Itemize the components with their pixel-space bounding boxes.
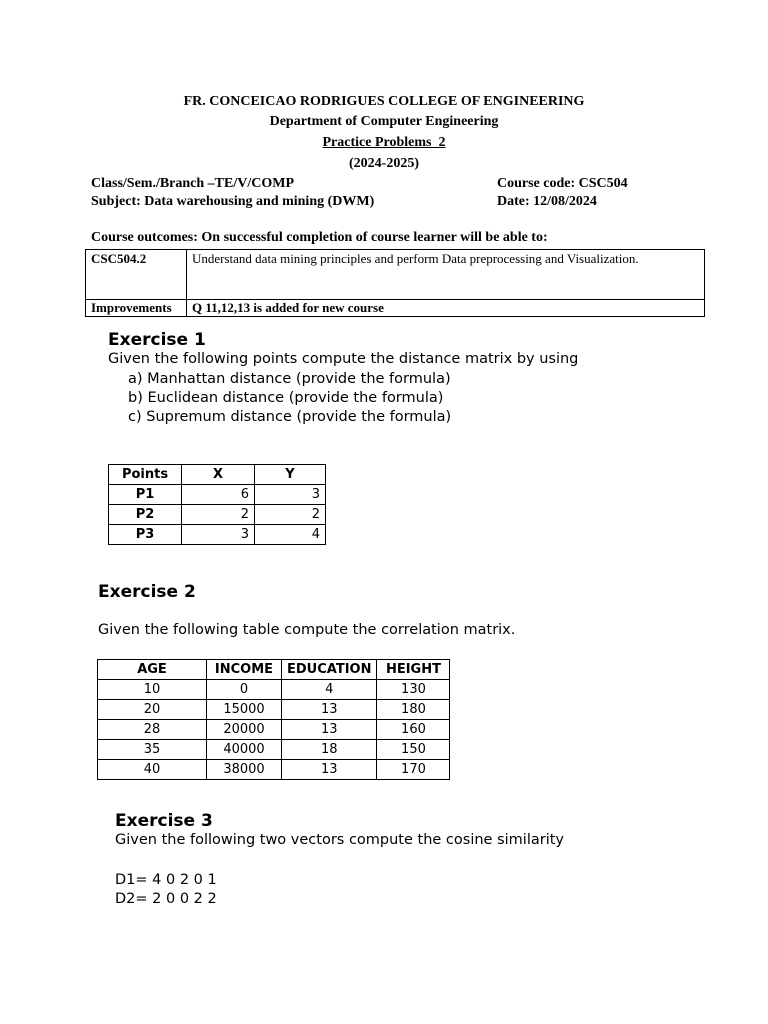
- column-header: X: [182, 465, 255, 485]
- cell-height: 170: [377, 760, 450, 780]
- cell-height: 160: [377, 720, 450, 740]
- course-code: Course code: CSC504: [497, 176, 628, 191]
- point-y: 3: [255, 485, 326, 505]
- point-label: P1: [109, 485, 182, 505]
- exercise3-intro: Given the following two vectors compute the cosine similarity: [115, 832, 564, 848]
- cell-education: 18: [282, 740, 377, 760]
- cell-age: 20: [98, 700, 207, 720]
- column-header: Y: [255, 465, 326, 485]
- table-row: [109, 485, 326, 505]
- title-wrap: [0, 135, 768, 151]
- correlation-table: [97, 659, 450, 780]
- department-name: Department of Computer Engineering: [269, 114, 499, 129]
- exercise3-heading: Exercise 3: [115, 811, 213, 831]
- outcome-row: [86, 250, 705, 300]
- points-table: [108, 464, 326, 545]
- table-header-row: [98, 660, 450, 680]
- cell-income: 20000: [207, 720, 282, 740]
- cell-income: 0: [207, 680, 282, 700]
- exercise1-heading: Exercise 1: [108, 330, 206, 350]
- cell-height: 130: [377, 680, 450, 700]
- cell-age: 35: [98, 740, 207, 760]
- table-row: [98, 760, 450, 780]
- column-header: Points: [109, 465, 182, 485]
- cell-height: 180: [377, 700, 450, 720]
- cell-income: 15000: [207, 700, 282, 720]
- cell-income: 40000: [207, 740, 282, 760]
- exercise2-heading: Exercise 2: [98, 582, 196, 602]
- column-header: EDUCATION: [282, 660, 377, 680]
- point-y: 2: [255, 505, 326, 525]
- point-label: P3: [109, 525, 182, 545]
- cell-education: 13: [282, 760, 377, 780]
- date: Date: 12/08/2024: [497, 194, 597, 209]
- exercise2-intro: Given the following table compute the correlation matrix.: [98, 622, 516, 638]
- vector-d1: D1= 4 0 2 0 1: [115, 872, 217, 888]
- cell-education: 13: [282, 700, 377, 720]
- table-row: [109, 505, 326, 525]
- point-x: 2: [182, 505, 255, 525]
- cell-age: 10: [98, 680, 207, 700]
- table-row: [109, 525, 326, 545]
- outcomes-table: [85, 249, 705, 317]
- list-item: c) Supremum distance (provide the formula): [128, 409, 452, 425]
- table-row: [98, 720, 450, 740]
- table-row: [98, 740, 450, 760]
- outcome-row: [86, 300, 705, 317]
- column-header: INCOME: [207, 660, 282, 680]
- point-x: 6: [182, 485, 255, 505]
- college-name: FR. CONCEICAO RODRIGUES COLLEGE OF ENGINEERING: [183, 94, 585, 109]
- outcome-code: CSC504.2: [86, 250, 187, 300]
- exercise1-list: [128, 371, 451, 428]
- column-header: AGE: [98, 660, 207, 680]
- list-item: a) Manhattan distance (provide the formula): [128, 371, 451, 387]
- table-row: [98, 700, 450, 720]
- point-label: P2: [109, 505, 182, 525]
- cell-age: 28: [98, 720, 207, 740]
- cell-income: 38000: [207, 760, 282, 780]
- outcomes-heading: Course outcomes: On successful completion of course learner will be able to:: [91, 230, 548, 245]
- table-header-row: [109, 465, 326, 485]
- cell-education: 13: [282, 720, 377, 740]
- exercise1-intro: Given the following points compute the distance matrix by using: [108, 351, 579, 367]
- point-x: 3: [182, 525, 255, 545]
- table-row: [98, 680, 450, 700]
- cell-age: 40: [98, 760, 207, 780]
- subject-info: Subject: Data warehousing and mining (DWM): [91, 194, 375, 209]
- outcome-text: Understand data mining principles and perform Data preprocessing and Visualization.: [187, 250, 705, 300]
- point-y: 4: [255, 525, 326, 545]
- cell-height: 150: [377, 740, 450, 760]
- vector-d2: D2= 2 0 0 2 2: [115, 891, 217, 907]
- outcome-text: Q 11,12,13 is added for new course: [187, 300, 705, 317]
- list-item: b) Euclidean distance (provide the formula): [128, 390, 444, 406]
- outcome-code: Improvements: [86, 300, 187, 317]
- academic-year: (2024-2025): [349, 156, 419, 171]
- class-info: Class/Sem./Branch –TE/V/COMP: [91, 176, 295, 191]
- document-title: Practice Problems 2: [322, 135, 446, 150]
- cell-education: 4: [282, 680, 377, 700]
- column-header: HEIGHT: [377, 660, 450, 680]
